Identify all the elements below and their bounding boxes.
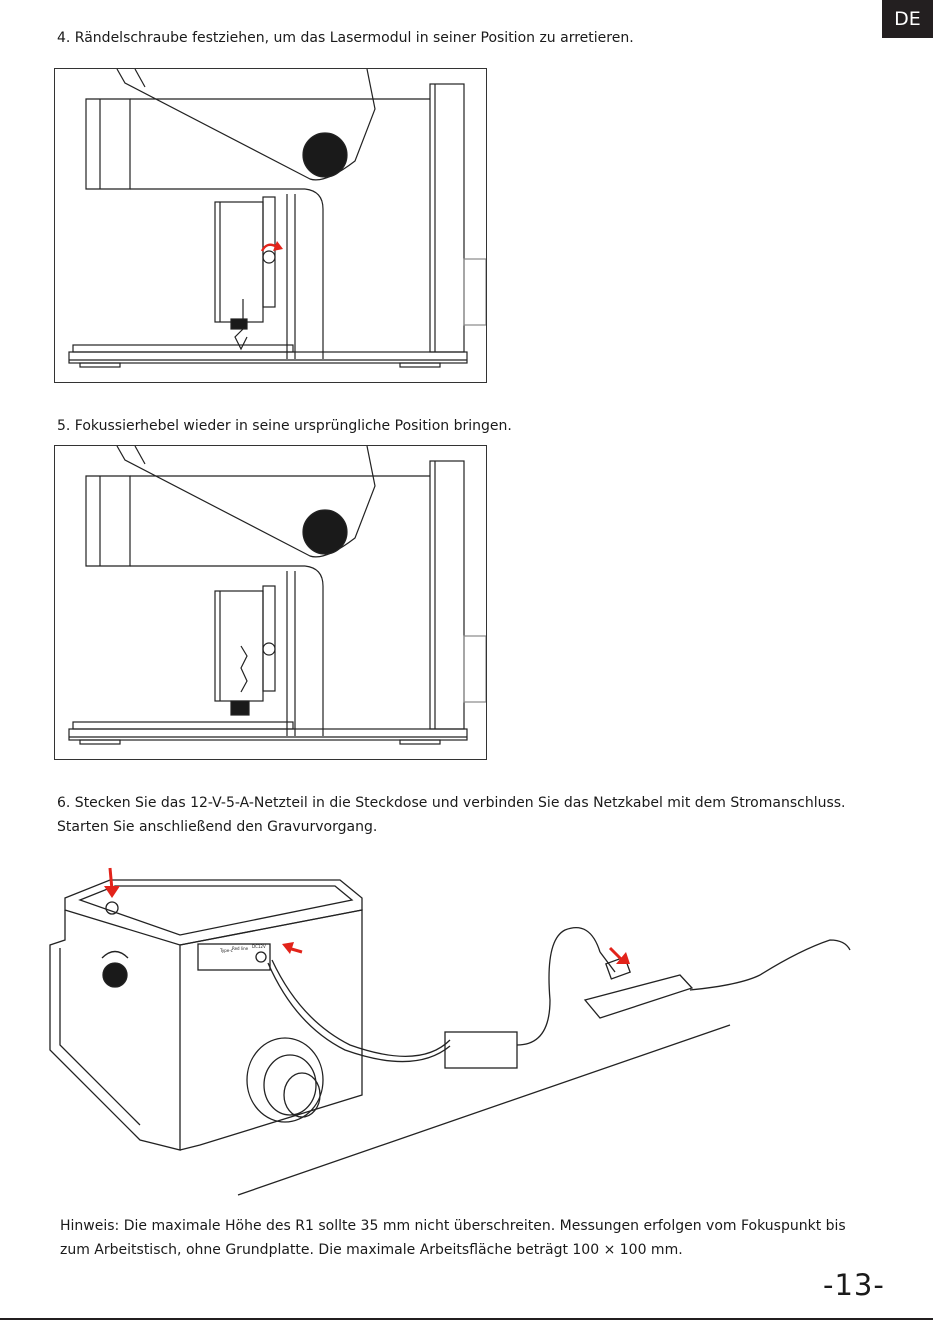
hint-note bbox=[60, 1214, 900, 1262]
language-badge: DE bbox=[882, 0, 933, 38]
step-5-illustration bbox=[54, 445, 487, 760]
step-4-illustration bbox=[54, 68, 487, 383]
port-label-red-line: Red line bbox=[232, 946, 249, 951]
step-6-text-line2: Starten Sie anschließend den Gravurvorgang. bbox=[57, 819, 378, 835]
port-label-dc12v: DC12V bbox=[252, 944, 266, 949]
step-5-text: 5. Fokussierhebel wieder in seine ursprüngliche Position bringen. bbox=[57, 418, 512, 434]
step-6-illustration bbox=[40, 860, 870, 1205]
step-4-text: 4. Rändelschraube festziehen, um das Lasermodul in seiner Position zu arretieren. bbox=[57, 30, 634, 46]
port-label-type-c: Type-c bbox=[220, 948, 233, 953]
bottom-rule bbox=[0, 1318, 933, 1320]
hint-note-line2: zum Arbeitstisch, ohne Grundplatte. Die maximale Arbeitsfläche beträgt 100 × 100 mm. bbox=[60, 1242, 683, 1258]
step-6-text-line1: 6. Stecken Sie das 12-V-5-A-Netzteil in die Steckdose und verbinden Sie das Netzkabel mit dem Stromanschluss. bbox=[57, 795, 846, 811]
page-number: -13- bbox=[823, 1268, 885, 1302]
hint-note-line1: Hinweis: Die maximale Höhe des R1 sollte 35 mm nicht überschreiten. Messungen erfolgen vom Fokuspunkt bis bbox=[60, 1218, 846, 1234]
